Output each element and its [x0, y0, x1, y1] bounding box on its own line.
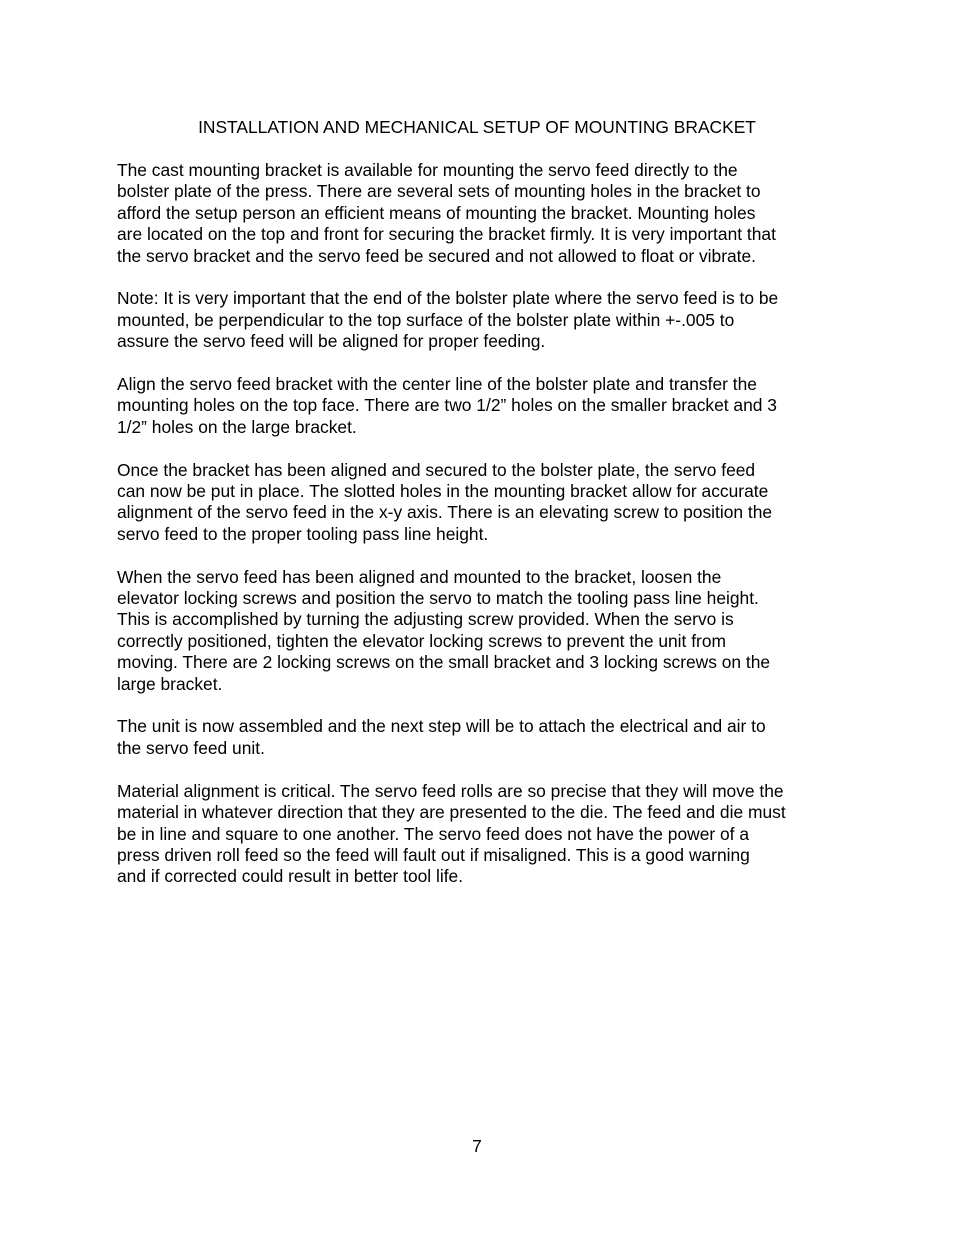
text-line: and if corrected could result in better tool life.	[117, 866, 464, 887]
text-line: When the servo feed has been aligned and mounted to the bracket, loosen the	[117, 566, 722, 587]
paragraph-1	[117, 160, 847, 267]
text-line: bolster plate of the press. There are several sets of mounting holes in the bracket to	[117, 181, 761, 202]
text-line: Material alignment is critical. The servo feed rolls are so precise that they will move the	[117, 780, 784, 801]
text-line: elevator locking screws and position the servo to match the tooling pass line height.	[117, 588, 759, 609]
text-line: mounting holes on the top face. There are two 1/2” holes on the smaller bracket and 3	[117, 395, 777, 416]
text-line: be in line and square to one another. The servo feed does not have the power of a	[117, 823, 749, 844]
text-line: mounted, be perpendicular to the top surface of the bolster plate within +-.005 to	[117, 309, 735, 330]
text-line: the servo bracket and the servo feed be secured and not allowed to float or vibrate.	[117, 245, 757, 266]
text-line: moving. There are 2 locking screws on the small bracket and 3 locking screws on the	[117, 652, 771, 673]
paragraph-7	[117, 781, 847, 888]
paragraph-3	[117, 374, 847, 438]
text-line: Once the bracket has been aligned and secured to the bolster plate, the servo feed	[117, 459, 756, 480]
text-line: The unit is now assembled and the next step will be to attach the electrical and air to	[117, 716, 766, 737]
text-line: press driven roll feed so the feed will fault out if misaligned. This is a good warning	[117, 844, 750, 865]
text-line: are located on the top and front for securing the bracket firmly. It is very important that	[117, 224, 776, 245]
paragraph-5	[117, 567, 847, 695]
text-line: Note: It is very important that the end of the bolster plate where the servo feed is to be	[117, 288, 779, 309]
text-line: assure the servo feed will be aligned for proper feeding.	[117, 331, 546, 352]
page-number: 7	[472, 1136, 482, 1156]
text-line: This is accomplished by turning the adjusting screw provided. When the servo is	[117, 609, 734, 630]
body-text	[117, 160, 847, 909]
text-line: 1/2” holes on the large bracket.	[117, 416, 357, 437]
paragraph-4	[117, 460, 847, 546]
text-line: material in whatever direction that they are presented to the die. The feed and die must	[117, 802, 786, 823]
text-line: large bracket.	[117, 673, 223, 694]
text-line: the servo feed unit.	[117, 737, 265, 758]
text-line: Align the servo feed bracket with the center line of the bolster plate and transfer the	[117, 374, 757, 395]
paragraph-2	[117, 288, 847, 352]
text-line: can now be put in place. The slotted holes in the mounting bracket allow for accurate	[117, 481, 769, 502]
text-line: afford the setup person an efficient means of mounting the bracket. Mounting holes	[117, 202, 756, 223]
page-title: INSTALLATION AND MECHANICAL SETUP OF MOUNTING BRACKET	[198, 117, 756, 137]
text-line: correctly positioned, tighten the elevator locking screws to prevent the unit from	[117, 630, 726, 651]
text-line: The cast mounting bracket is available for mounting the servo feed directly to the	[117, 160, 738, 180]
paragraph-6	[117, 716, 847, 759]
text-line: servo feed to the proper tooling pass line height.	[117, 523, 489, 544]
text-line: alignment of the servo feed in the x-y axis. There is an elevating screw to position the	[117, 502, 773, 523]
